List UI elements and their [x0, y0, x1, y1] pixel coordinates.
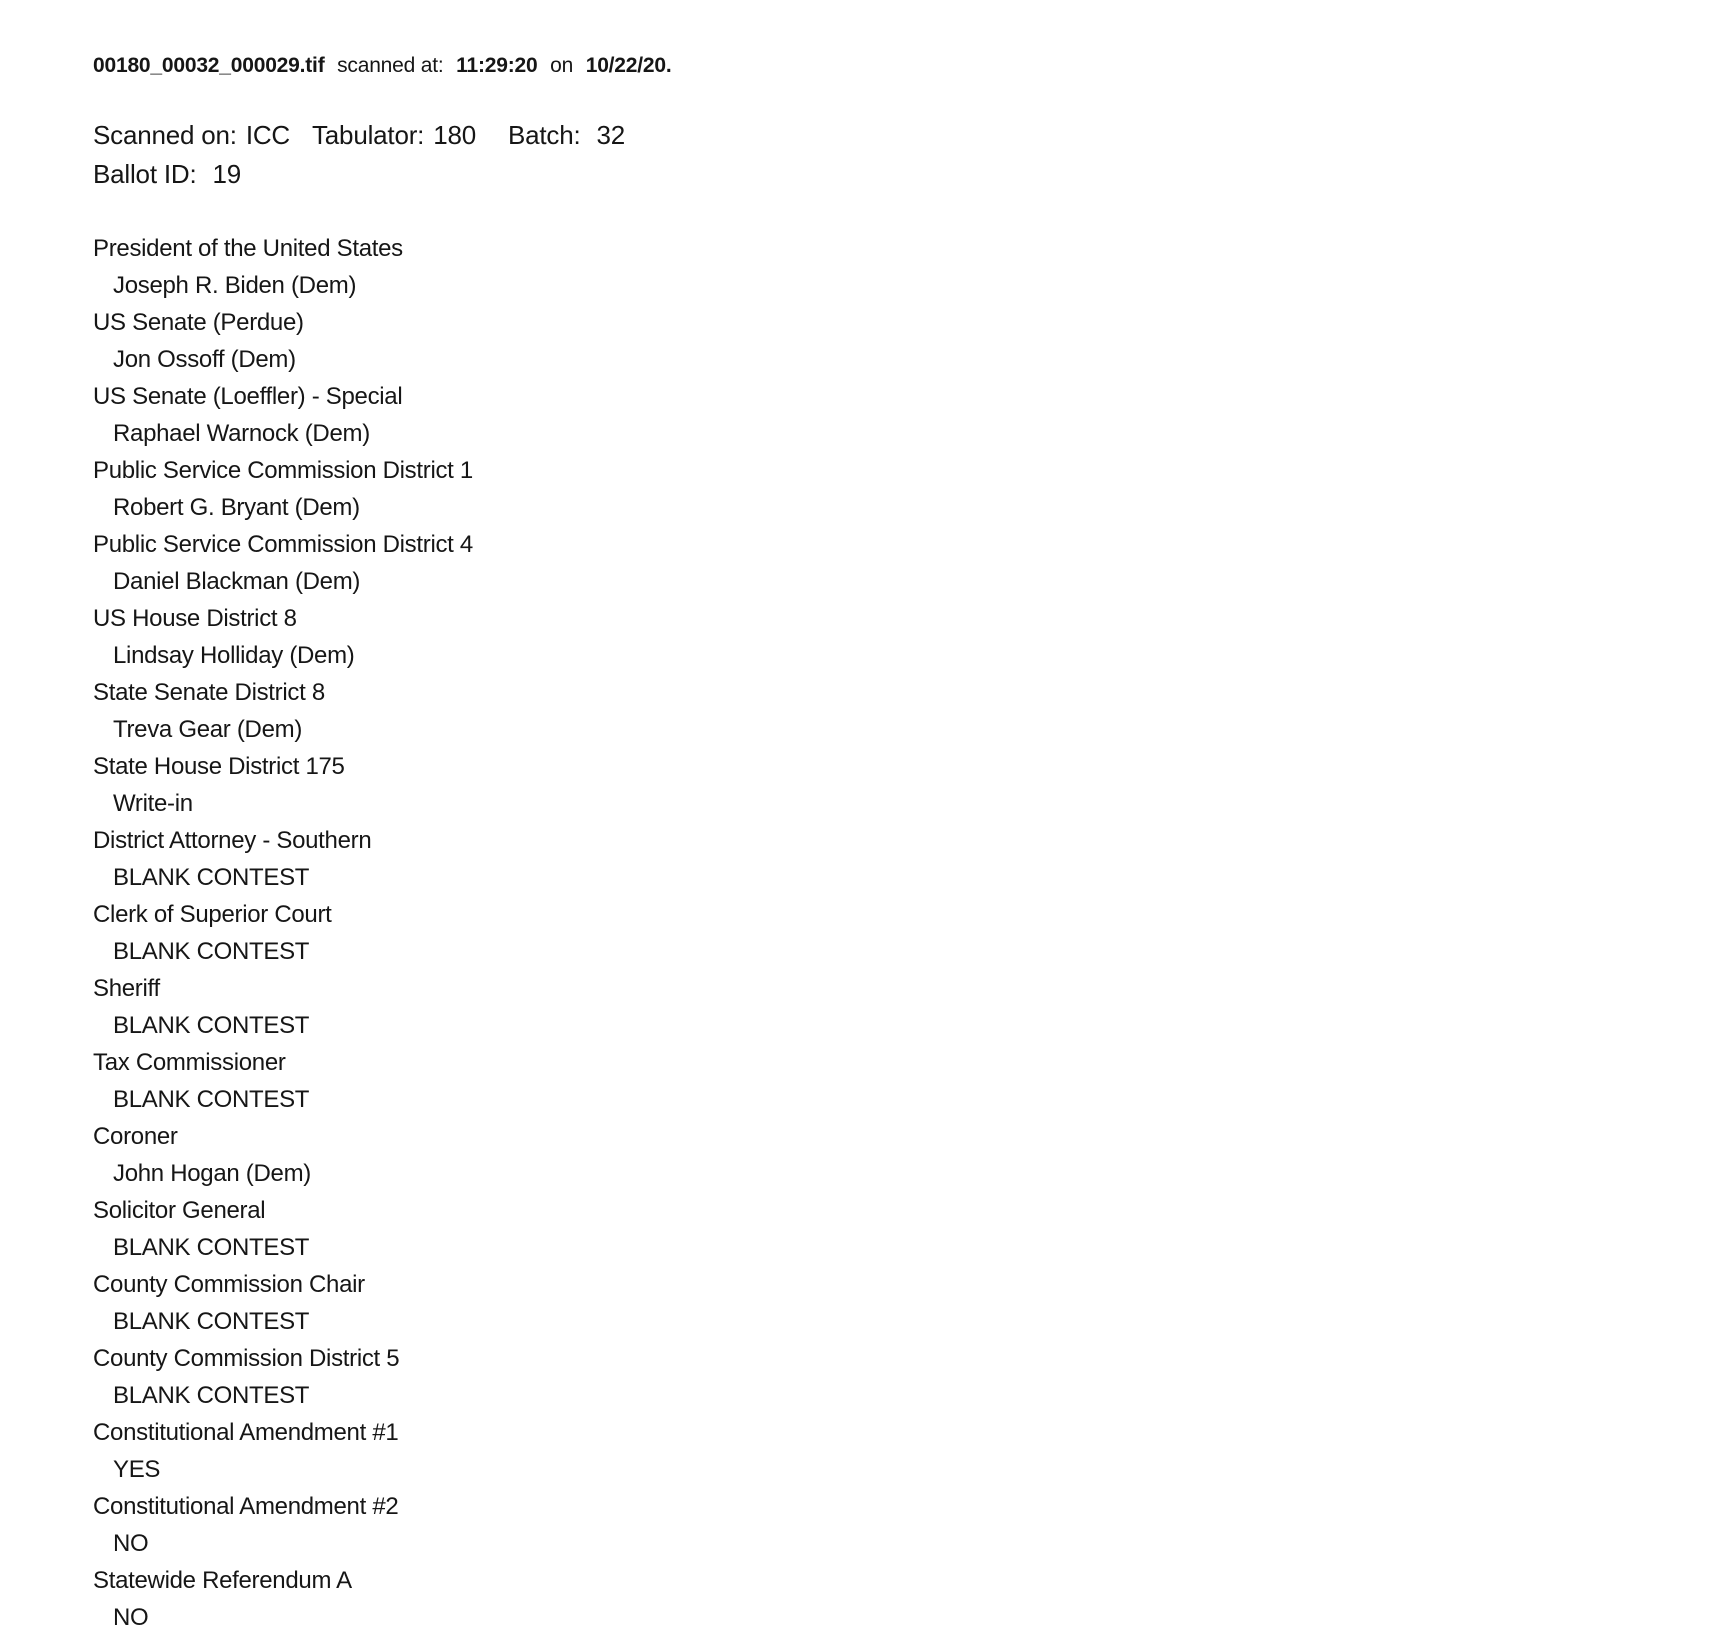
tabulator-value: 180 [433, 120, 476, 150]
contest-selection: BLANK CONTEST [113, 1382, 310, 1409]
contest-selection: BLANK CONTEST [113, 1234, 310, 1261]
contest-row [93, 1488, 1671, 1562]
contest-name: Coroner [93, 1123, 178, 1150]
contest-row [93, 970, 1671, 1044]
tabulator-group [312, 116, 476, 155]
scan-date: 10/22/20. [585, 54, 672, 77]
contest-selection: Robert G. Bryant (Dem) [113, 494, 360, 521]
scanned-at-label: scanned at: [337, 54, 444, 77]
scan-time: 11:29:20 [456, 54, 538, 77]
contest-selection: Jon Ossoff (Dem) [113, 346, 296, 373]
contest-row [93, 674, 1671, 748]
contest-selection: NO [113, 1530, 149, 1557]
contest-name: County Commission Chair [93, 1271, 365, 1298]
scanned-on-group [93, 116, 290, 155]
contest-name: US Senate (Loeffler) - Special [93, 383, 403, 410]
scan-meta-line [93, 116, 1671, 155]
contest-row [93, 1118, 1671, 1192]
contest-name: Public Service Commission District 1 [93, 457, 473, 484]
contest-row [93, 304, 1671, 378]
contest-name: Constitutional Amendment #1 [93, 1419, 399, 1446]
ballot-id-label: Ballot ID: [93, 159, 197, 189]
ballot-id-value: 19 [212, 159, 242, 189]
contest-row [93, 748, 1671, 822]
contest-row [93, 1414, 1671, 1488]
contest-name: Constitutional Amendment #2 [93, 1493, 399, 1520]
contest-row [93, 1044, 1671, 1118]
contest-selection: Treva Gear (Dem) [113, 716, 303, 743]
contest-row [93, 1192, 1671, 1266]
contest-selection: YES [113, 1456, 161, 1483]
batch-label: Batch: [507, 120, 581, 150]
scan-filename-line [93, 52, 1671, 79]
batch-value: 32 [596, 120, 626, 150]
contest-row [93, 230, 1671, 304]
contest-row [93, 600, 1671, 674]
contest-selection: BLANK CONTEST [113, 1086, 310, 1113]
contest-selection: Raphael Warnock (Dem) [113, 420, 370, 447]
scanned-on-label: Scanned on: [93, 120, 237, 150]
contest-selection: BLANK CONTEST [113, 938, 310, 965]
contest-name: Solicitor General [93, 1197, 266, 1224]
contest-selection: BLANK CONTEST [113, 1012, 310, 1039]
contest-name: US House District 8 [93, 605, 297, 632]
contest-list [93, 230, 1671, 1636]
scan-filename: 00180_00032_000029.tif [93, 54, 325, 77]
contest-name: President of the United States [93, 235, 403, 262]
contest-selection: NO [113, 1604, 149, 1631]
contest-name: County Commission District 5 [93, 1345, 400, 1372]
contest-row [93, 378, 1671, 452]
tabulator-label: Tabulator: [312, 120, 425, 150]
contest-row [93, 452, 1671, 526]
scanned-on-value: ICC [245, 120, 290, 150]
ballot-id-line [93, 155, 1671, 194]
contest-row [93, 822, 1671, 896]
contest-name: State Senate District 8 [93, 679, 325, 706]
batch-group [508, 116, 625, 155]
contest-name: Statewide Referendum A [93, 1567, 352, 1594]
contest-selection: BLANK CONTEST [113, 1308, 310, 1335]
contest-selection: Lindsay Holliday (Dem) [113, 642, 355, 669]
contest-name: Tax Commissioner [93, 1049, 286, 1076]
contest-selection: Write-in [113, 790, 193, 817]
contest-row [93, 1562, 1671, 1636]
contest-name: Clerk of Superior Court [93, 901, 332, 928]
contest-row [93, 896, 1671, 970]
contest-row [93, 1340, 1671, 1414]
contest-selection: BLANK CONTEST [113, 864, 310, 891]
contest-selection: John Hogan (Dem) [113, 1160, 311, 1187]
on-label: on [550, 54, 574, 77]
contest-name: US Senate (Perdue) [93, 309, 304, 336]
contest-selection: Daniel Blackman (Dem) [113, 568, 361, 595]
contest-name: Public Service Commission District 4 [93, 531, 473, 558]
contest-row [93, 526, 1671, 600]
contest-name: State House District 175 [93, 753, 345, 780]
contest-selection: Joseph R. Biden (Dem) [113, 272, 357, 299]
contest-row [93, 1266, 1671, 1340]
contest-name: Sheriff [93, 975, 160, 1002]
contest-name: District Attorney - Southern [93, 827, 372, 854]
